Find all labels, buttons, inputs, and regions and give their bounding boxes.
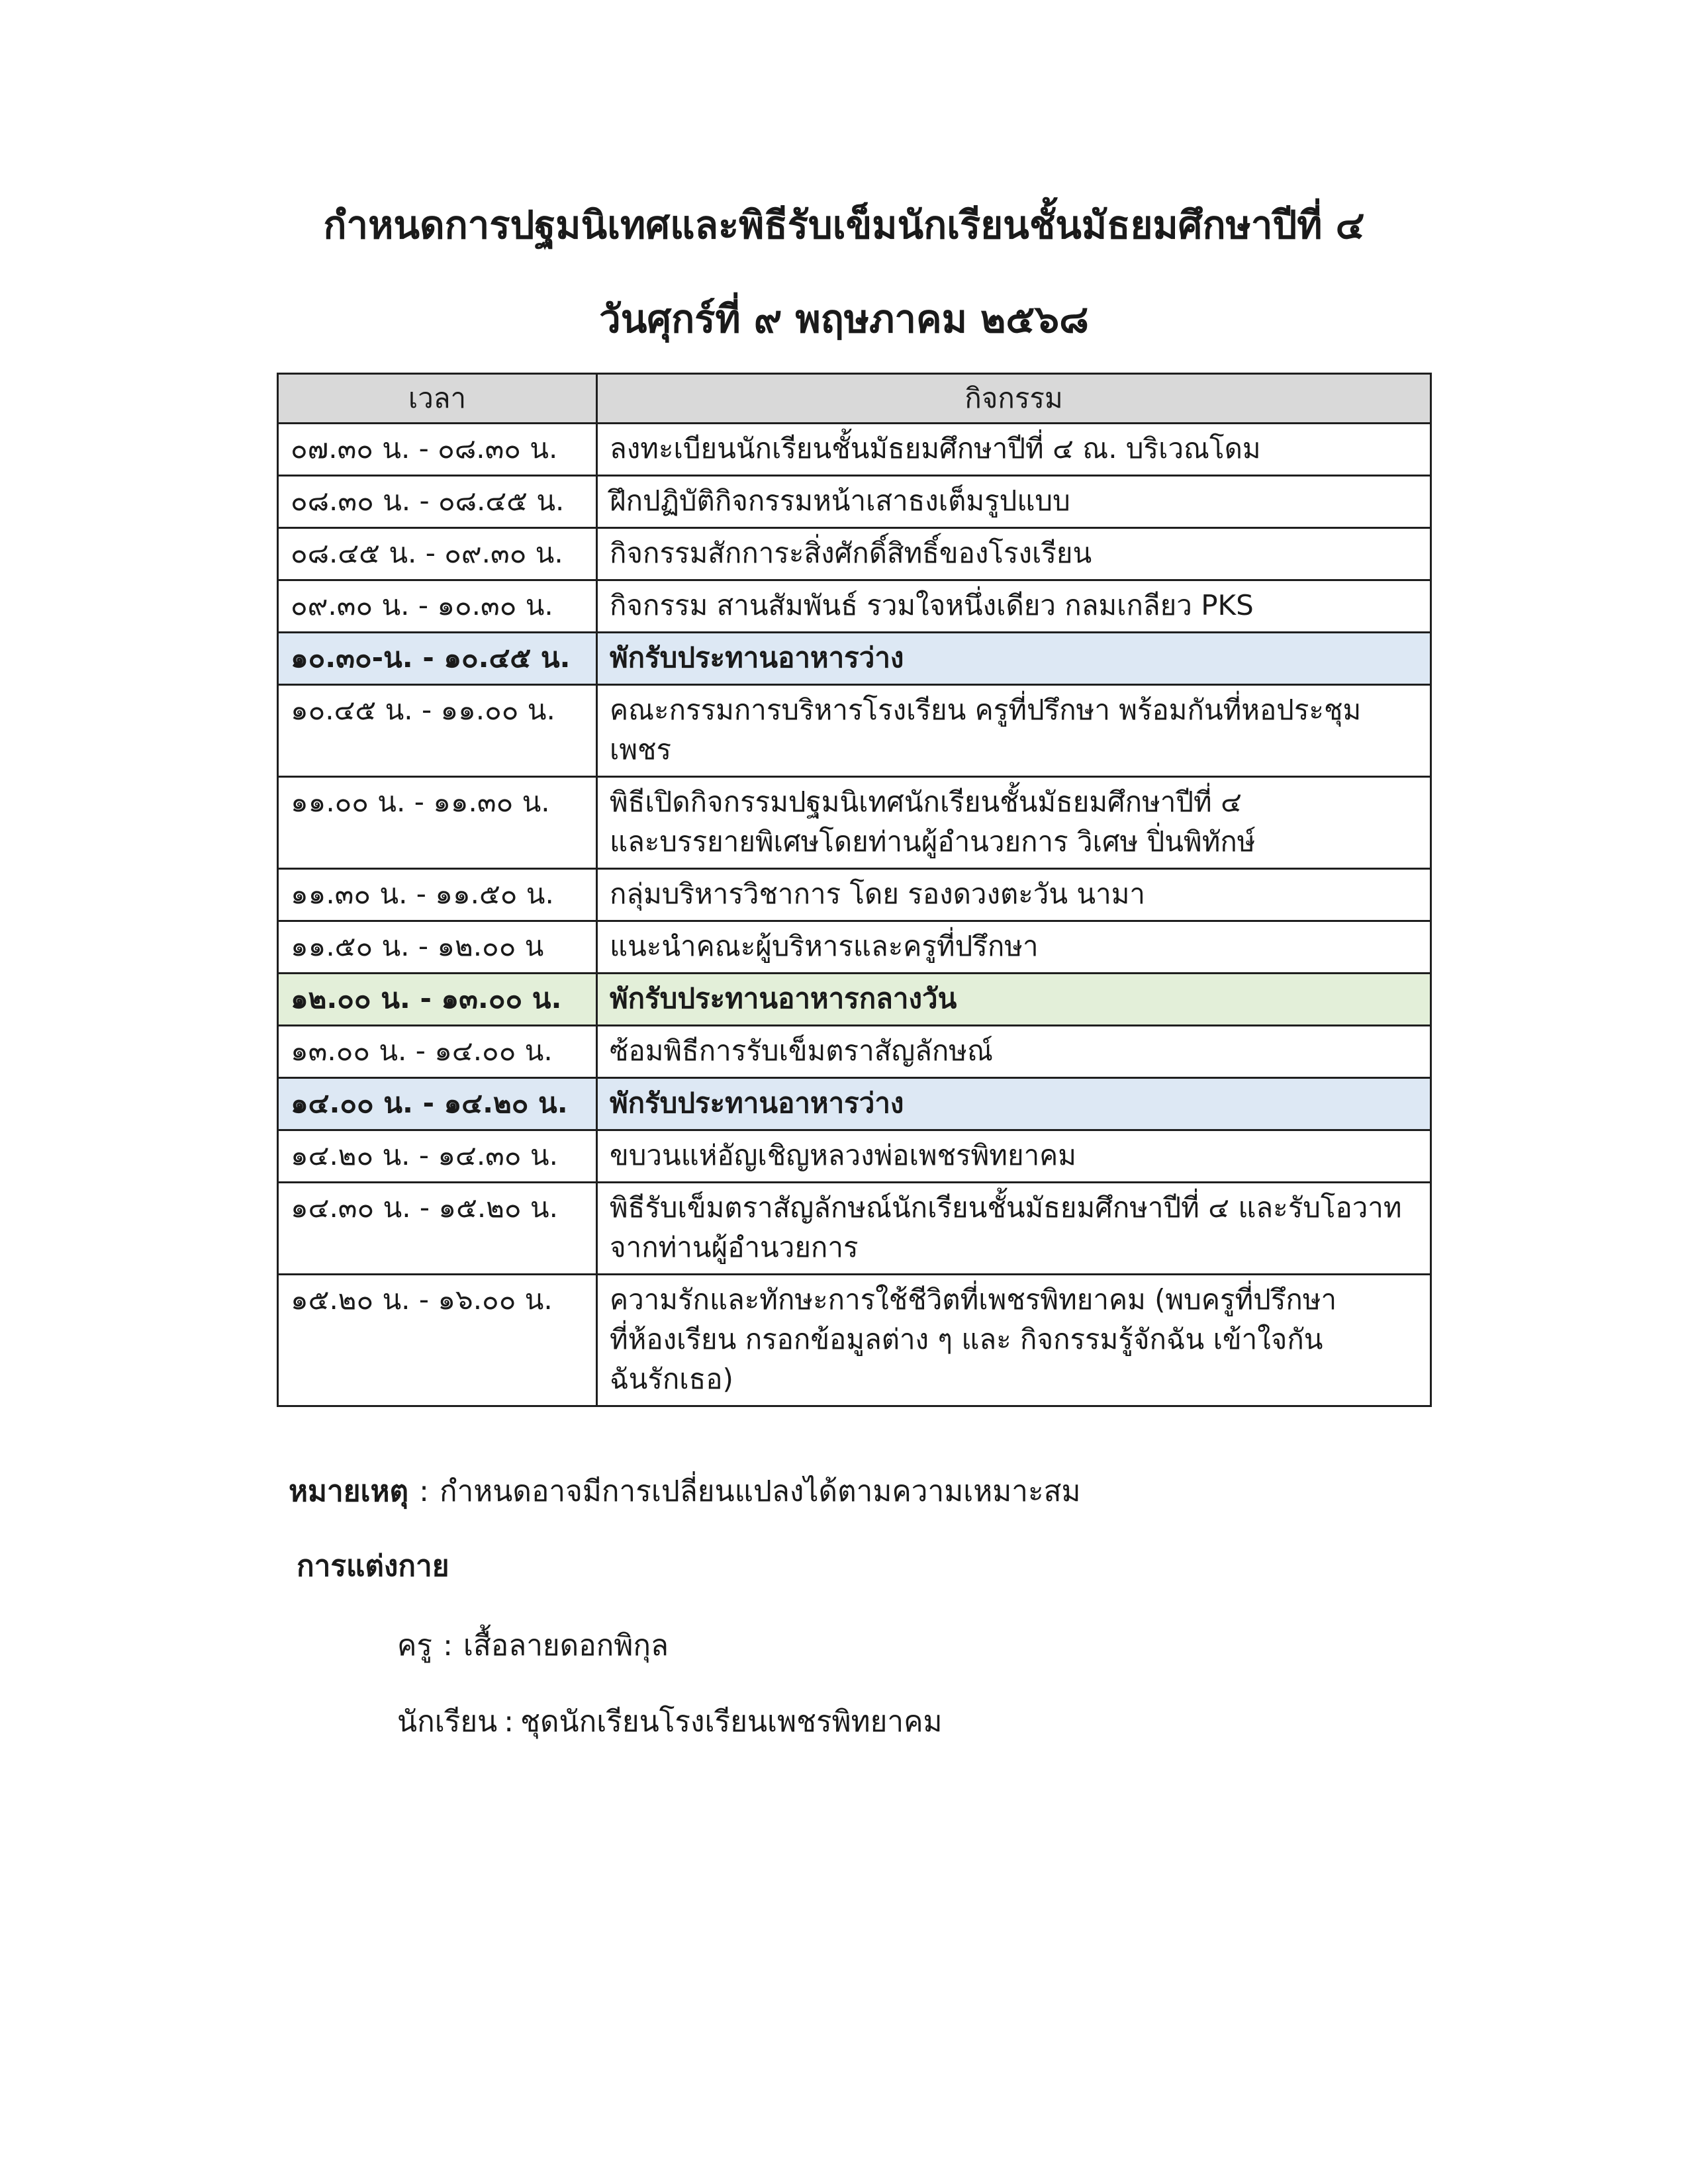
teacher-separator: :: [443, 1629, 453, 1662]
row-activity: ขบวนแห่อัญเชิญหลวงพ่อเพชรพิทยาคม: [597, 1130, 1431, 1183]
row-activity: กลุ่มบริหารวิชาการ โดย รองดวงตะวัน นามา: [597, 869, 1431, 921]
header-time: เวลา: [278, 374, 597, 424]
student-separator: :: [504, 1705, 514, 1739]
activity-line: ที่ห้องเรียน กรอกข้อมูลต่าง ๆ และ กิจกรรมรู้จักฉัน เข้าใจกัน: [610, 1323, 1323, 1355]
row-time: ๑๔.๓๐ น. - ๑๕.๒๐ น.: [278, 1183, 597, 1275]
row-time: ๐๘.๔๕ น. - ๐๙.๓๐ น.: [278, 528, 597, 580]
row-activity: [597, 777, 1431, 869]
row-time: ๑๐.๔๕ น. - ๑๑.๐๐ น.: [278, 685, 597, 777]
row-activity: [597, 1183, 1431, 1275]
activity-line: ความรักและทักษะการใช้ชีวิตที่เพชรพิทยาคม (พบครูที่ปรึกษา: [610, 1283, 1337, 1316]
row-time: ๐๗.๓๐ น. - ๐๘.๓๐ น.: [278, 424, 597, 476]
activity-line: และบรรยายพิเศษโดยท่านผู้อำนวยการ วิเศษ ปิ่นพิทักษ์: [610, 825, 1256, 858]
activity-line: ฉันรักเธอ): [610, 1363, 733, 1395]
table-row: [278, 1275, 1431, 1406]
teacher-label: ครู: [397, 1629, 433, 1662]
activity-line: พิธีรับเข็มตราสัญลักษณ์นักเรียนชั้นมัธยมศึกษาปีที่ ๔ และรับโอวาท: [610, 1191, 1402, 1224]
remark-text: กำหนดอาจมีการเปลี่ยนแปลงได้ตามความเหมาะสม: [439, 1475, 1081, 1508]
table-row: [278, 476, 1431, 528]
remark-separator: :: [419, 1475, 429, 1508]
table-row: [278, 921, 1431, 974]
table-row: [278, 777, 1431, 869]
break-row-snack: [278, 633, 1431, 685]
row-activity: [597, 1275, 1431, 1406]
row-activity: แนะนำคณะผู้บริหารและครูที่ปรึกษา: [597, 921, 1431, 974]
row-activity: ฝึกปฏิบัติกิจกรรมหน้าเสาธงเต็มรูปแบบ: [597, 476, 1431, 528]
dress-student: [397, 1701, 943, 1743]
activity-line: พิธีเปิดกิจกรรมปฐมนิเทศนักเรียนชั้นมัธยมศึกษาปีที่ ๔: [610, 786, 1242, 818]
row-time: ๑๕.๒๐ น. - ๑๖.๐๐ น.: [278, 1275, 597, 1406]
table-row: [278, 528, 1431, 580]
row-activity: ลงทะเบียนนักเรียนชั้นมัธยมศึกษาปีที่ ๔ ณ. บริเวณโดม: [597, 424, 1431, 476]
schedule-table: [277, 373, 1432, 1407]
row-activity: พักรับประทานอาหารว่าง: [597, 1078, 1431, 1130]
student-label: นักเรียน: [397, 1705, 498, 1739]
table-row: [278, 1130, 1431, 1183]
row-activity: กิจกรรม สานสัมพันธ์ รวมใจหนึ่งเดียว กลมเกลียว PKS: [597, 580, 1431, 633]
student-dress: ชุดนักเรียนโรงเรียนเพชรพิทยาคม: [520, 1705, 943, 1739]
row-activity: ซ้อมพิธีการรับเข็มตราสัญลักษณ์: [597, 1026, 1431, 1078]
break-row-snack: [278, 1078, 1431, 1130]
row-time: ๑๔.๐๐ น. - ๑๔.๒๐ น.: [278, 1078, 597, 1130]
row-time: ๑๔.๒๐ น. - ๑๔.๓๐ น.: [278, 1130, 597, 1183]
table-header-row: [278, 374, 1431, 424]
row-activity: พักรับประทานอาหารว่าง: [597, 633, 1431, 685]
row-time: ๐๘.๓๐ น. - ๐๘.๔๕ น.: [278, 476, 597, 528]
row-time: ๑๑.๓๐ น. - ๑๑.๕๐ น.: [278, 869, 597, 921]
table-row: [278, 580, 1431, 633]
row-time: ๑๑.๐๐ น. - ๑๑.๓๐ น.: [278, 777, 597, 869]
row-time: ๑๐.๓๐-น. - ๑๐.๔๕ น.: [278, 633, 597, 685]
break-row-lunch: [278, 974, 1431, 1026]
table-row: [278, 1183, 1431, 1275]
row-time: ๐๙.๓๐ น. - ๑๐.๓๐ น.: [278, 580, 597, 633]
table-row: [278, 685, 1431, 777]
page-title: กำหนดการปฐมนิเทศและพิธีรับเข็มนักเรียนชั้นมัธยมศึกษาปีที่ ๔: [323, 203, 1365, 248]
row-time: ๑๑.๕๐ น. - ๑๒.๐๐ น: [278, 921, 597, 974]
row-activity: พักรับประทานอาหารกลางวัน: [597, 974, 1431, 1026]
activity-line: จากท่านผู้อำนวยการ: [610, 1231, 859, 1263]
dress-teacher: [397, 1625, 669, 1667]
row-activity: คณะกรรมการบริหารโรงเรียน ครูที่ปรึกษา พร้อมกันที่หอประชุมเพชร: [597, 685, 1431, 777]
teacher-dress: เสื้อลายดอกพิกุล: [463, 1629, 669, 1662]
table-row: [278, 424, 1431, 476]
remark-note: [289, 1471, 1080, 1513]
page-date: วันศุกร์ที่ ๙ พฤษภาคม ๒๕๖๘: [599, 296, 1089, 341]
table-row: [278, 1026, 1431, 1078]
row-activity: กิจกรรมสักการะสิ่งศักดิ์สิทธิ์ของโรงเรียน: [597, 528, 1431, 580]
table-row: [278, 869, 1431, 921]
header-activity: กิจกรรม: [597, 374, 1431, 424]
dress-code-heading: การแต่งกาย: [297, 1549, 449, 1583]
row-time: ๑๓.๐๐ น. - ๑๔.๐๐ น.: [278, 1026, 597, 1078]
row-time: ๑๒.๐๐ น. - ๑๓.๐๐ น.: [278, 974, 597, 1026]
remark-label: หมายเหตุ: [289, 1475, 409, 1508]
